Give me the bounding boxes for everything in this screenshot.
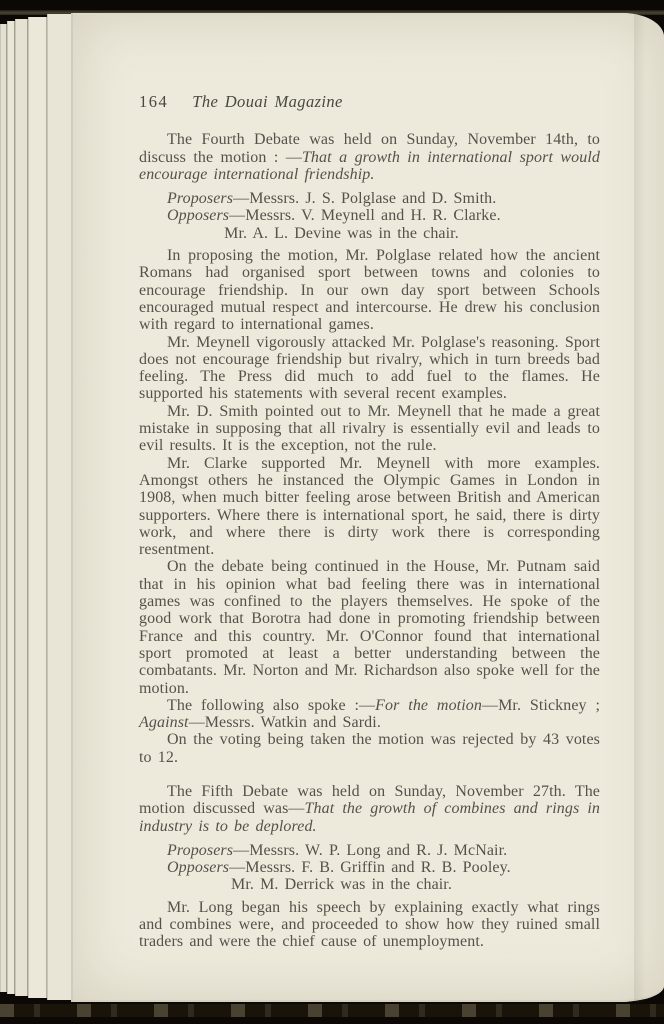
debate4-speakers xyxy=(139,190,600,242)
intro-text: The Fourth Debate was held on Sunday, November 14th, to discuss the motion : — xyxy=(139,131,600,166)
paragraph: Mr. Clarke supported Mr. Meynell with more examples. Amongst others he instanced the Olympic Games in London in 1908, when much bitter feeling arose between British and American supporters. Where there is international sport, he said, there is dirty work, and where there is dirty work there is corresponding resentment. xyxy=(139,454,600,559)
paragraph: Mr. D. Smith pointed out to Mr. Meynell that he made a great mistake in supposing that all rivalry is essentially evil and leads to evil results. It is the exception, not the rule. xyxy=(139,402,600,455)
opposers-line xyxy=(139,207,600,224)
proposers-names: —Messrs. W. P. Long and R. J. McNair. xyxy=(233,841,508,859)
for-motion-label: For the motion xyxy=(375,696,482,714)
proposers-line xyxy=(139,842,600,859)
page-crease xyxy=(634,13,650,1002)
opposers-names: —Messrs. V. Meynell and H. R. Clarke. xyxy=(229,207,501,225)
chair-line: Mr. A. L. Devine was in the chair. xyxy=(224,224,459,242)
page-edge-strip xyxy=(28,17,48,998)
paragraph: In proposing the motion, Mr. Polglase related how the ancient Romans had organised sport between towns and colonies to encourage friendship. In our own day sport between Schools encouraged mutual respect and intercourse. He drew his conclusion with regard to international games. xyxy=(139,247,600,334)
paragraph: On the debate being continued in the House, Mr. Putnam said that in his opinion what bad feeling there was in international games was confined to the players themselves. He spoke of the good work that Borotra had done in promoting friendship between France and this country. Mr. O'Connor found that international sport promoted at least a better understanding between the combatants. Mr. Norton and Mr. Richardson also spoke well for the motion. xyxy=(139,558,600,697)
paragraph: Mr. Long began his speech by explaining exactly what rings and combines were, and proceeded to show how they ruined small traders and were the chief cause of unemployment. xyxy=(139,898,600,951)
scan-scuffs xyxy=(0,1004,664,1017)
paragraph: Mr. Meynell vigorously attacked Mr. Polglase's reasoning. Sport does not encourage friendship but rivalry, which in turn breeds bad feeling. The Press did much to add fuel to the flames. He supported his statements with several recent examples. xyxy=(139,333,600,403)
against-label: Against xyxy=(139,714,189,732)
against-names: —Messrs. Watkin and Sardi. xyxy=(188,714,381,732)
debate5-intro xyxy=(139,783,600,835)
proposers-line xyxy=(139,190,600,207)
proposers-names: —Messrs. J. S. Polglase and D. Smith. xyxy=(233,190,497,208)
page-edge-strip xyxy=(47,14,73,1000)
motion-text: That the growth of combines and rings in industry is to be deplored. xyxy=(139,800,601,835)
opposers-label: Opposers xyxy=(167,859,230,877)
opposers-line xyxy=(139,859,600,876)
motion-text: That a growth in international sport would encourage international friendship. xyxy=(139,148,600,183)
for-motion-names: —Mr. Stickney ; xyxy=(481,696,601,714)
running-title: The Douai Magazine xyxy=(192,92,343,111)
page-edge-strip xyxy=(15,19,29,996)
proposers-label: Proposers xyxy=(167,841,234,859)
proposers-label: Proposers xyxy=(167,190,234,208)
voting-result: On the voting being taken the motion was rejected by 43 votes to 12. xyxy=(139,731,600,766)
opposers-names: —Messrs. F. B. Griffin and R. B. Pooley. xyxy=(229,859,511,877)
intro-text: The Fifth Debate was held on Sunday, November 27th. The motion discussed was— xyxy=(139,782,600,818)
debate4-also-spoke xyxy=(139,697,600,732)
chair-line: Mr. M. Derrick was in the chair. xyxy=(231,876,452,894)
page-content xyxy=(139,93,600,951)
book-page xyxy=(71,13,664,1002)
page-header xyxy=(139,93,600,110)
also-spoke-text: The following also spoke :— xyxy=(167,696,376,714)
opposers-label: Opposers xyxy=(167,207,230,225)
debate4-intro xyxy=(139,131,600,183)
page-number: 164 xyxy=(139,92,169,111)
debate5-speakers xyxy=(139,842,600,894)
